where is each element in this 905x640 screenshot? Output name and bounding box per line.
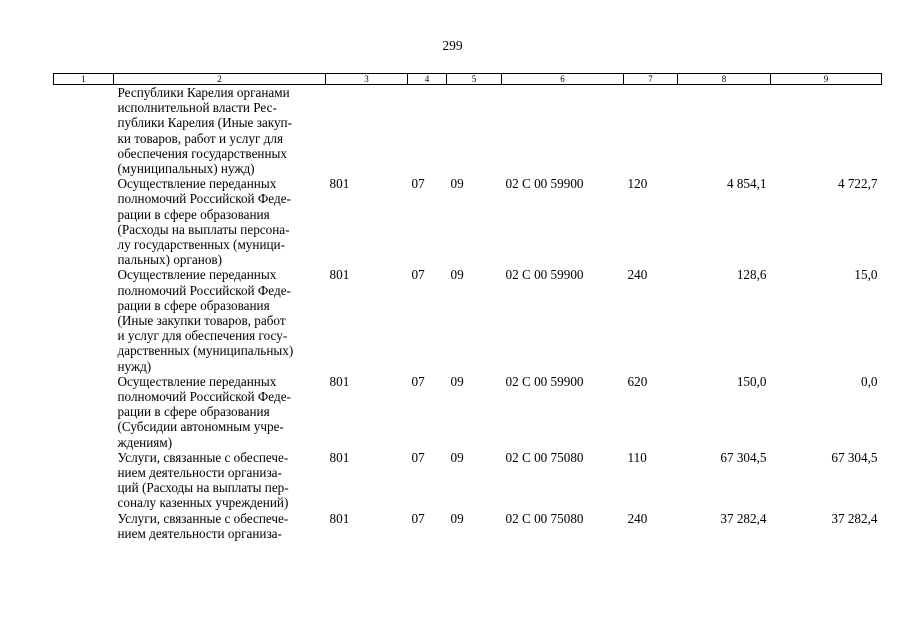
department-code-cell: 801 [329,267,350,283]
header-cell-col-7: 7 [624,74,678,85]
expense-name-cell [114,450,326,511]
expense-name-line: соналу казенных учреждений) [117,495,289,511]
row-number-cell [54,176,114,267]
amount-year-2-cell: 0,0 [861,373,878,389]
expense-name-cell [114,511,326,541]
section-code-cell: 07 [411,449,425,465]
row-number-cell [54,450,114,511]
expense-name-line: рации в сфере образования [117,206,270,222]
subsection-code-cell: 09 [450,267,464,283]
amount-year-2-cell: 67 304,5 [831,449,878,465]
table-row [54,450,882,511]
expense-name-line: Республики Карелия органами [117,85,290,100]
row-number-cell [54,374,114,450]
table-row [54,85,882,177]
expense-name-line: ки товаров, работ и услуг для [117,130,284,146]
budget-table [53,73,882,541]
expense-name-line: рации в сфере образования [117,404,270,420]
expense-name-cell [114,267,326,373]
header-cell-col-2: 2 [114,74,326,85]
expense-name-line: (Иные закупки товаров, работ [117,313,286,329]
expense-name-line: рации в сфере образования [117,297,270,313]
expense-type-code-cell: 240 [627,267,648,283]
expense-name-line: лу государственных (муници- [117,237,286,253]
amount-year-1-cell: 150,0 [736,373,767,389]
section-code-cell: 07 [411,267,425,283]
expense-name-line: Осуществление переданных [117,267,277,283]
table-body [54,85,882,542]
expense-name-line: и услуг для обеспечения госу- [117,328,288,344]
expense-name-line: пальных) органов) [117,252,223,268]
subsection-code-cell: 09 [450,449,464,465]
department-code-cell [326,85,408,177]
subsection-code-cell: 09 [450,176,464,192]
amount-year-1-cell: 4 854,1 [726,176,767,192]
amount-year-2-cell: 4 722,7 [837,176,878,192]
department-code-cell: 801 [329,373,350,389]
amount-year-2-cell: 37 282,4 [831,510,878,526]
expense-name-line: Услуги, связанные с обеспече- [117,510,289,526]
expense-name-line: ждениям) [117,434,173,450]
subsection-code-cell: 09 [450,373,464,389]
expense-name-line: дарственных (муниципальных) [117,343,294,359]
amount-year-1-cell: 67 304,5 [720,449,767,465]
header-cell-col-5: 5 [447,74,502,85]
expense-name-line: (Расходы на выплаты персона- [117,221,290,237]
expense-name-line: нием деятельности организа- [117,465,282,481]
department-code-cell: 801 [329,176,350,192]
table-header-row [54,74,882,85]
expense-name-line: нием деятельности организа- [117,525,282,541]
expense-type-code-cell: 120 [627,176,648,192]
expense-type-code-cell: 620 [627,373,648,389]
header-cell-col-1: 1 [54,74,114,85]
target-article-code-cell: 02 С 00 59900 [505,176,584,192]
expense-name-line: ций (Расходы на выплаты пер- [117,480,289,496]
amount-year-1-cell: 37 282,4 [720,510,767,526]
expense-name-line: полномочий Российской Феде- [117,191,291,207]
target-article-code-cell: 02 С 00 59900 [505,267,584,283]
target-article-code-cell: 02 С 00 75080 [505,449,584,465]
expense-name-cell [114,374,326,450]
target-article-code-cell: 02 С 00 59900 [505,373,584,389]
amount-year-1-cell [678,85,771,177]
row-number-cell [54,511,114,541]
subsection-code-cell: 09 [450,510,464,526]
expense-name-line: нужд) [117,358,152,374]
target-article-code-cell: 02 С 00 75080 [505,510,584,526]
header-cell-col-8: 8 [678,74,771,85]
table-row [54,374,882,450]
subsection-code-cell [447,85,502,177]
expense-name-line: (Субсидии автономным учре- [117,419,284,435]
page-number: 299 [442,38,463,53]
section-code-cell: 07 [411,510,425,526]
expense-name-line: Осуществление переданных [117,176,277,192]
amount-year-1-cell: 128,6 [736,267,767,283]
expense-name-line: (муниципальных) нужд) [117,161,255,177]
target-article-code-cell [502,85,624,177]
expense-type-code-cell: 240 [627,510,648,526]
expense-type-code-cell [624,85,678,177]
row-number-cell [54,85,114,177]
table-row [54,267,882,373]
table-row [54,511,882,541]
expense-name-line: полномочий Российской Феде- [117,282,291,298]
department-code-cell: 801 [329,510,350,526]
expense-type-code-cell: 110 [627,449,647,465]
expense-name-cell [114,176,326,267]
row-number-cell [54,267,114,373]
header-cell-col-4: 4 [408,74,447,85]
section-code-cell: 07 [411,176,425,192]
header-cell-col-6: 6 [502,74,624,85]
expense-name-cell [114,85,326,177]
expense-name-line: Услуги, связанные с обеспече- [117,449,289,465]
header-cell-col-3: 3 [326,74,408,85]
expense-name-line: обеспечения государственных [117,145,287,161]
section-code-cell: 07 [411,373,425,389]
expense-name-line: полномочий Российской Феде- [117,389,291,405]
table-row [54,176,882,267]
expense-name-line: Осуществление переданных [117,373,277,389]
amount-year-2-cell [771,85,882,177]
expense-name-line: публики Карелия (Иные закуп- [117,115,292,131]
header-cell-col-9: 9 [771,74,882,85]
department-code-cell: 801 [329,449,350,465]
amount-year-2-cell: 15,0 [854,267,878,283]
section-code-cell [408,85,447,177]
expense-name-line: исполнительной власти Рес- [117,100,277,116]
